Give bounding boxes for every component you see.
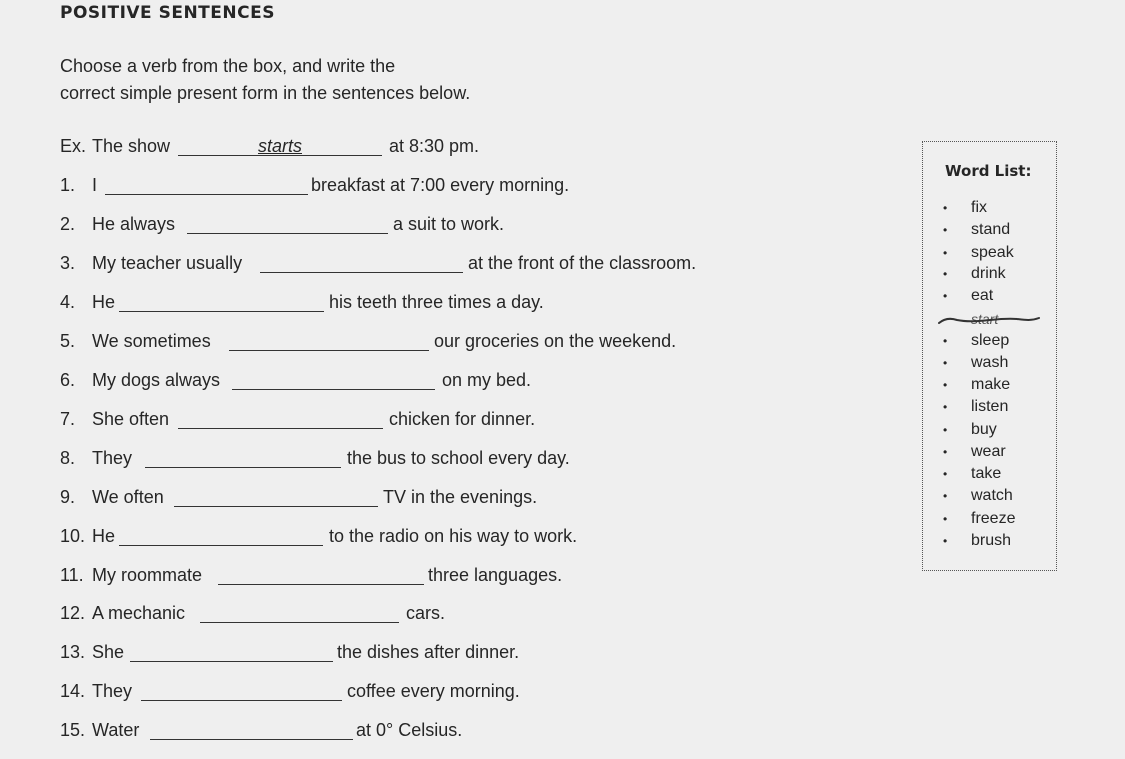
sentence-number: 8. [60, 448, 76, 468]
word-list-word: take [971, 465, 1002, 482]
word-list-word: stand [971, 221, 1011, 238]
word-list-word: brush [971, 532, 1012, 549]
sentence-suffix: at the front of the classroom. [468, 253, 697, 273]
sentence-suffix: TV in the evenings. [383, 487, 538, 507]
answer-blank[interactable] [119, 289, 324, 312]
bullet-icon: • [943, 201, 948, 215]
word-list-word: wash [971, 354, 1009, 371]
answer-blank[interactable] [119, 523, 323, 546]
sentence-number: 3. [60, 253, 76, 273]
sentence-number: 15. [60, 720, 86, 740]
example-suffix: at 8:30 pm. [389, 136, 480, 156]
word-list-title: Word List: [945, 162, 1032, 180]
sentence-prefix: My teacher usually [92, 253, 243, 273]
sentence-number: 13. [60, 642, 86, 662]
sentence-number: 5. [60, 331, 76, 351]
answer-blank[interactable] [150, 717, 353, 740]
answer-blank[interactable] [232, 367, 435, 390]
page-title: POSITIVE SENTENCES [60, 3, 275, 23]
answer-blank[interactable] [200, 600, 399, 623]
sentence-prefix: He [92, 292, 116, 312]
bullet-icon: • [943, 267, 948, 281]
sentence-prefix: They [92, 448, 133, 468]
answer-blank[interactable] [229, 328, 429, 351]
sentence-prefix: They [92, 681, 133, 701]
sentence-suffix: at 0° Celsius. [356, 720, 463, 740]
sentence-prefix: My roommate [92, 565, 203, 585]
sentence-prefix: She often [92, 409, 170, 429]
word-list-word: listen [971, 398, 1009, 415]
sentence-prefix: My dogs always [92, 370, 221, 390]
sentence-number: 1. [60, 175, 76, 195]
handwritten-strike-icon [937, 308, 1047, 330]
instructions-line-1: Choose a verb from the box, and write the [60, 56, 396, 76]
sentence-number: 14. [60, 681, 86, 701]
bullet-icon: • [943, 512, 948, 526]
word-list-box [922, 141, 1057, 571]
answer-blank[interactable] [218, 562, 424, 585]
bullet-icon: • [943, 489, 948, 503]
sentence-prefix: He always [92, 214, 176, 234]
sentence-number: 10. [60, 526, 86, 546]
sentence-suffix: three languages. [428, 565, 563, 585]
bullet-icon: • [943, 246, 948, 260]
answer-blank[interactable] [141, 678, 342, 701]
sentence-suffix: on my bed. [442, 370, 532, 390]
bullet-icon: • [943, 423, 948, 437]
word-list-word: buy [971, 421, 997, 438]
bullet-icon: • [943, 445, 948, 459]
sentence-number: 2. [60, 214, 76, 234]
sentence-prefix: I [92, 175, 98, 195]
sentence-suffix: his teeth three times a day. [329, 292, 544, 312]
example-answer: starts [257, 136, 302, 156]
bullet-icon: • [943, 223, 948, 237]
sentence-suffix: breakfast at 7:00 every morning. [311, 175, 570, 195]
word-list-word: drink [971, 265, 1006, 282]
word-list-word: speak [971, 244, 1014, 261]
sentence-prefix: We often [92, 487, 164, 507]
sentence-suffix: the bus to school every day. [347, 448, 570, 468]
word-list-word: fix [971, 199, 987, 216]
sentence-suffix: to the radio on his way to work. [329, 526, 578, 546]
sentence-suffix: a suit to work. [393, 214, 505, 234]
bullet-icon: • [943, 467, 948, 481]
bullet-icon: • [943, 534, 948, 548]
word-list-word: make [971, 376, 1011, 393]
word-list-word: eat [971, 287, 994, 304]
sentence-prefix: He [92, 526, 116, 546]
word-list-word: watch [971, 487, 1013, 504]
sentence-number: 11. [60, 565, 84, 585]
answer-blank[interactable] [145, 445, 341, 468]
word-list-word: sleep [971, 332, 1010, 349]
instructions [60, 53, 470, 107]
sentence-suffix: cars. [406, 603, 446, 623]
bullet-icon: • [943, 400, 948, 414]
word-list-word: wear [971, 443, 1006, 460]
bullet-icon: • [943, 378, 948, 392]
answer-blank[interactable] [260, 250, 463, 273]
word-list-word: freeze [971, 510, 1016, 527]
sentence-suffix: the dishes after dinner. [337, 642, 520, 662]
sentence-suffix: coffee every morning. [347, 681, 520, 701]
sentence-number: 4. [60, 292, 76, 312]
sentence-number: 6. [60, 370, 76, 390]
sentence-prefix: A mechanic [92, 603, 186, 623]
bullet-icon: • [943, 289, 948, 303]
example-blank [178, 133, 382, 156]
sentence-number: 9. [60, 487, 76, 507]
example-prefix: The show [92, 136, 171, 156]
sentence-suffix: our groceries on the weekend. [434, 331, 677, 351]
answer-blank[interactable] [178, 406, 383, 429]
sentence-prefix: She [92, 642, 125, 662]
answer-blank[interactable] [105, 172, 308, 195]
sentence-prefix: Water [92, 720, 140, 740]
bullet-icon: • [943, 334, 948, 348]
instructions-line-2: correct simple present form in the sentences below. [60, 83, 471, 103]
bullet-icon: • [943, 356, 948, 370]
sentence-number: 7. [60, 409, 76, 429]
word-list-word-struck: start [971, 311, 999, 327]
sentence-prefix: We sometimes [92, 331, 211, 351]
answer-blank[interactable] [130, 639, 333, 662]
answer-blank[interactable] [174, 484, 378, 507]
answer-blank[interactable] [187, 211, 388, 234]
sentence-number: 12. [60, 603, 86, 623]
sentence-suffix: chicken for dinner. [389, 409, 536, 429]
example-label: Ex. [60, 136, 87, 156]
